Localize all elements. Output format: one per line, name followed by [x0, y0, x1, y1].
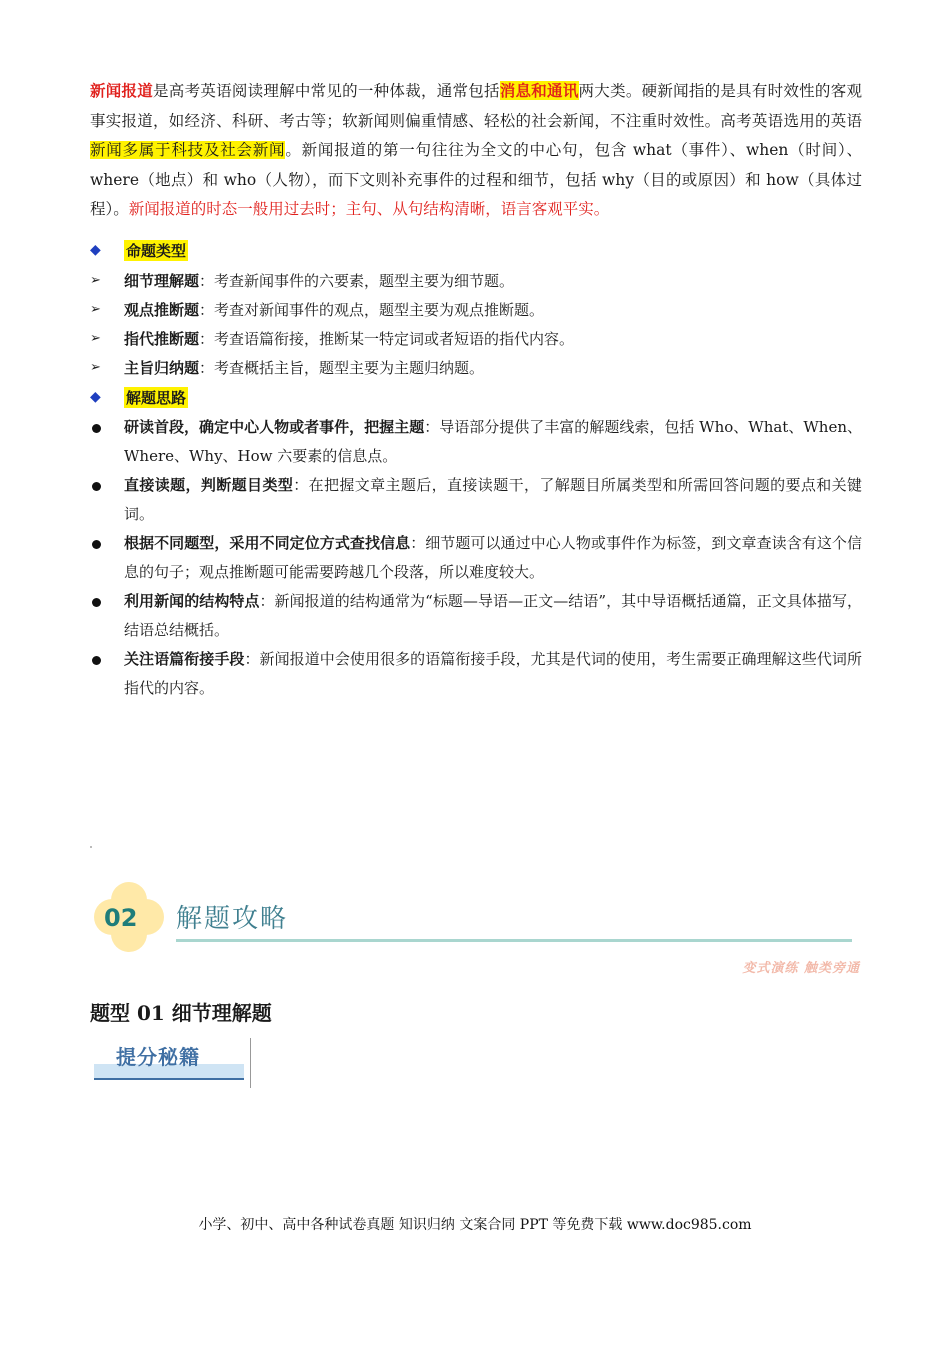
- list-item-term: 根据不同题型，采用不同定位方式查找信息: [124, 534, 411, 552]
- stray-mark: [90, 846, 92, 848]
- list-item: [90, 266, 862, 295]
- list-item: [90, 295, 862, 324]
- bullet-dot-icon: [92, 656, 101, 665]
- list-item-term: 关注语篇衔接手段: [124, 650, 245, 668]
- list-item-desc: ：新闻报道中会使用很多的语篇衔接手段，尤其是代词的使用，考生需要正确理解这些代词所指代的内容。: [124, 650, 862, 697]
- list-item-term: 直接读题，判断题目类型: [124, 476, 294, 494]
- arrow-bullet-icon: ➢: [90, 273, 101, 288]
- list-item-term: 指代推断题: [124, 330, 200, 348]
- list-item-desc: ：新闻报道的结构通常为“标题—导语—正文—结语”，其中导语概括通篇，正文具体描写，结语总结概括。: [124, 592, 862, 639]
- list-item: [90, 471, 862, 529]
- section-heading-solving-approach: [90, 385, 188, 409]
- intro-highlight-2: 新闻多属于科技及社会新闻: [90, 141, 286, 159]
- tip-label-text: 提分秘籍: [116, 1045, 200, 1069]
- list-item-term: 研读首段，确定中心人物或者事件，把握主题: [124, 418, 425, 436]
- section-heading-text: 解题思路: [126, 388, 187, 407]
- diamond-icon: ◆: [90, 389, 101, 405]
- list-item-desc: ：细节题可以通过中心人物或事件作为标签，到文章查读含有这个信息的句子；观点推断题可能需要跨越几个段落，所以难度较大。: [124, 534, 862, 581]
- list-item: [90, 353, 862, 382]
- list-item: [90, 529, 862, 587]
- arrow-bullet-icon: ➢: [90, 360, 101, 375]
- list-item-desc: ：考查新闻事件的六要素，题型主要为细节题。: [199, 272, 515, 290]
- question-type-title: 题型 01 细节理解题: [90, 1001, 272, 1025]
- list-item-desc: ：导语部分提供了丰富的解题线索，包括 Who、What、When、Where、Why、How 六要素的信息点。: [124, 418, 862, 465]
- bullet-dot-icon: [92, 598, 101, 607]
- intro-text-1: 是高考英语阅读理解中常见的一种体裁，通常包括: [153, 82, 500, 100]
- tip-label-box: [94, 1038, 244, 1082]
- list-item-desc: ：考查语篇衔接，推断某一特定词或者短语的指代内容。: [199, 330, 575, 348]
- list-item-term: 主旨归纳题: [124, 359, 200, 377]
- question-type-list: [90, 266, 862, 382]
- section-banner: [90, 870, 862, 980]
- list-item: [90, 413, 862, 471]
- list-item: [90, 645, 862, 703]
- tip-label-underline: [94, 1078, 244, 1080]
- list-item-term: 利用新闻的结构特点: [124, 592, 260, 610]
- section-heading-question-types: [90, 238, 188, 262]
- banner-divider: [176, 939, 852, 942]
- list-item-desc: ：考查对新闻事件的观点，题型主要为观点推断题。: [199, 301, 545, 319]
- bullet-dot-icon: [92, 424, 101, 433]
- list-item-term: 细节理解题: [124, 272, 200, 290]
- list-item: [90, 587, 862, 645]
- intro-highlight-1: 消息和通讯: [499, 81, 579, 100]
- intro-paragraph: [90, 76, 862, 225]
- list-item: [90, 324, 862, 353]
- list-item-desc: ：考查概括主旨，题型主要为主题归纳题。: [199, 359, 485, 377]
- diamond-icon: ◆: [90, 242, 101, 258]
- list-item-desc: ：在把握文章主题后，直接读题干，了解题目所属类型和所需回答问题的要点和关键词。: [124, 476, 862, 523]
- section-heading-text: 命题类型: [126, 241, 187, 260]
- banner-number: 02: [104, 904, 138, 932]
- page-footer: 小学、初中、高中各种试卷真题 知识归纳 文案合同 PPT 等免费下载 www.doc985.com: [198, 1217, 752, 1233]
- intro-red-note: 新闻报道的时态一般用过去时；主句、从句结构清晰，语言客观平实。: [128, 200, 610, 218]
- intro-text-2: 两大类。硬新闻指的是具有时效性的客观事实报道，如经济、科研、考古等；软新闻则偏重情感、轻松的社会新闻，不注重时效性。高考英语选用的英语: [90, 82, 862, 130]
- intro-key-term: 新闻报道: [90, 81, 154, 100]
- arrow-bullet-icon: ➢: [90, 331, 101, 346]
- bullet-dot-icon: [92, 482, 101, 491]
- list-item-term: 观点推断题: [124, 301, 200, 319]
- banner-title: 解题攻略: [176, 904, 289, 934]
- bullet-dot-icon: [92, 540, 101, 549]
- arrow-bullet-icon: ➢: [90, 302, 101, 317]
- approach-list: [90, 413, 862, 703]
- banner-subtitle: 变式演练 触类旁通: [742, 961, 860, 976]
- intro-text-3: 。新闻报道的第一句往往为全文的中心句，包含 what（事件）、when（时间）、where（地点）和 who（人物），而下文则补充事件的过程和细节，包括 why（目的或原因）和 how（具体过程）。: [90, 141, 862, 218]
- tip-label-divider: [250, 1038, 251, 1088]
